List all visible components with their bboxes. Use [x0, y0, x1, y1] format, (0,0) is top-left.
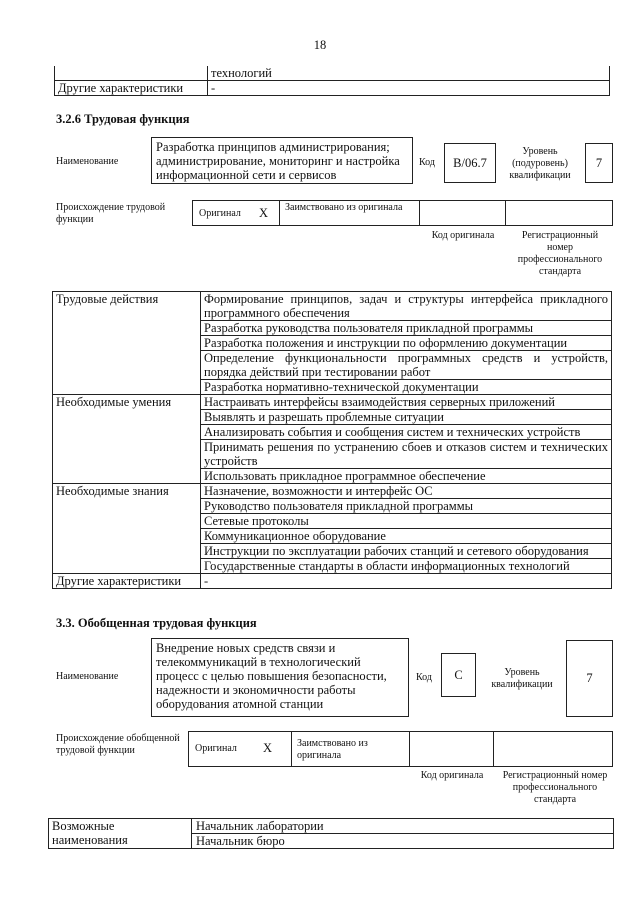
- table-cell: Инструкции по эксплуатации рабочих станций и сетевого оборудования: [201, 544, 612, 559]
- sec2-level-box: [566, 640, 613, 717]
- sec1-level-box: [585, 143, 613, 183]
- possible-titles-label: Возможные наименования: [49, 819, 192, 849]
- sec1-original-mark: X: [259, 206, 269, 220]
- table-cell: Анализировать события и сообщения систем и технических устройств: [201, 425, 612, 440]
- divider: [505, 201, 506, 225]
- possible-title-item: Начальник бюро: [196, 834, 285, 848]
- sec2-level-value: 7: [586, 671, 593, 685]
- top-row-value: -: [208, 81, 610, 96]
- sec1-origin-box: [192, 200, 613, 226]
- table-cell: Определение функциональности программных средств и устройств, порядка действий при тестировании работ: [201, 351, 612, 380]
- sec2-code-value: C: [454, 668, 463, 682]
- row-group-label: Необходимые знания: [53, 484, 201, 574]
- table-cell: Сетевые протоколы: [201, 514, 612, 529]
- table-cell: Разработка нормативно-технической документации: [201, 380, 612, 395]
- top-row-label: Другие характеристики: [55, 81, 208, 96]
- sec1-code-label: Код: [419, 157, 435, 168]
- divider: [279, 201, 280, 225]
- sec2-borrowed-label: Заимствовано из оригинала: [297, 738, 368, 761]
- sec1-origin-label: Происхождение трудовой функции: [56, 202, 166, 225]
- sec2-name-box: [151, 638, 409, 717]
- sec1-level-label: Уровень (подуровень) квалификации: [509, 146, 571, 181]
- table-cell: Руководство пользователя прикладной программы: [201, 499, 612, 514]
- table-cell: Назначение, возможности и интерфейс ОС: [201, 484, 612, 499]
- table-cell: -: [201, 574, 612, 589]
- sec2-code-label: Код: [416, 672, 432, 683]
- sec1-code-box: [444, 143, 496, 183]
- sec2-name-label: Наименование: [56, 671, 119, 682]
- top-cont-cell: технологий: [208, 66, 610, 81]
- table-cell: Разработка положения и инструкции по оформлению документации: [201, 336, 612, 351]
- possible-titles-table: [48, 818, 614, 849]
- table-cell: Настраивать интерфейсы взаимодействия серверных приложений: [201, 395, 612, 410]
- table-cell: Формирование принципов, задач и структуры интерфейса прикладного программного обеспечения: [201, 292, 612, 321]
- divider: [291, 732, 292, 766]
- table-row: [53, 292, 612, 321]
- sec1-borrowed-label: Заимствовано из оригинала: [285, 202, 403, 213]
- divider: [493, 732, 494, 766]
- top-table: [54, 66, 610, 96]
- possible-title-item: Начальник лаборатории: [192, 819, 613, 834]
- table-cell: Выявлять и разрешать проблемные ситуации: [201, 410, 612, 425]
- table-cell: Принимать решения по устранению сбоев и отказов систем и технических устройств: [201, 440, 612, 469]
- section-heading-326: 3.2.6 Трудовая функция: [56, 112, 190, 126]
- labor-function-table: [52, 291, 612, 589]
- sec1-name-label: Наименование: [56, 156, 119, 167]
- row-group-label: Необходимые умения: [53, 395, 201, 484]
- table-cell: Разработка руководства пользователя прикладной программы: [201, 321, 612, 336]
- section-heading-33: 3.3. Обобщенная трудовая функция: [56, 616, 257, 630]
- sec2-origin-label: Происхождение обобщенной трудовой функции: [56, 733, 180, 756]
- sec2-reg-caption: Регистрационный номер профессионального стандарта: [502, 770, 608, 805]
- table-cell: Использовать прикладное программное обеспечение: [201, 469, 612, 484]
- sec1-name-box: [151, 137, 413, 184]
- sec1-code-orig-caption: Код оригинала: [431, 230, 495, 241]
- sec1-reg-caption: Регистрационный номер профессионального стандарта: [517, 230, 603, 277]
- sec1-level-value: 7: [595, 156, 603, 170]
- table-cell: Коммуникационное оборудование: [201, 529, 612, 544]
- divider: [419, 201, 420, 225]
- sec1-name-value: Разработка принципов администрирования; администрирование, мониторинг и настройка информационной сети и сервисов: [156, 140, 400, 182]
- sec2-original-mark: X: [263, 741, 273, 755]
- table-row: [53, 395, 612, 410]
- row-group-label: Трудовые действия: [53, 292, 201, 395]
- table-row: [53, 484, 612, 499]
- divider: [409, 732, 410, 766]
- row-group-label: Другие характеристики: [53, 574, 201, 589]
- sec2-name-value: Внедрение новых средств связи и телекоммуникаций в технологический процесс с целью повышения безопасности, надежности и экономичности работы оборудования атомной станции: [156, 641, 387, 711]
- sec2-origin-box: [188, 731, 613, 767]
- sec2-code-box: [441, 653, 476, 697]
- page-number: 18: [313, 38, 327, 52]
- sec2-original-label: Оригинал: [195, 743, 237, 754]
- sec2-level-label: Уровень квалификации: [491, 667, 553, 690]
- sec1-original-label: Оригинал: [199, 208, 241, 219]
- sec2-code-orig-caption: Код оригинала: [420, 770, 484, 781]
- table-row: [53, 574, 612, 589]
- sec1-code-value: B/06.7: [453, 156, 487, 170]
- table-cell: Государственные стандарты в области информационных технологий: [201, 559, 612, 574]
